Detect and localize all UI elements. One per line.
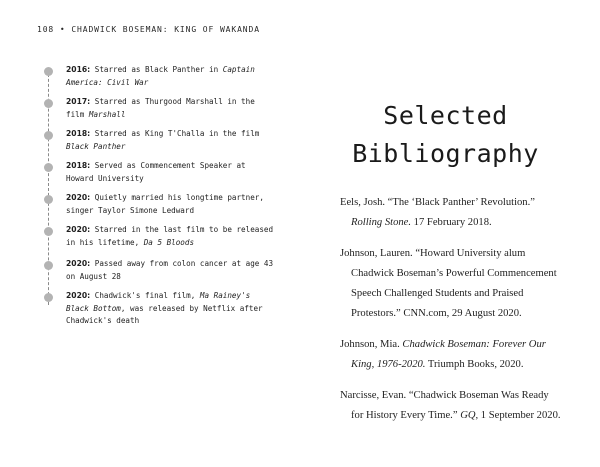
running-title: CHADWICK BOSEMAN: KING OF WAKANDA: [71, 25, 260, 34]
event-year: 2020:: [66, 193, 91, 202]
event-year: 2017:: [66, 97, 91, 106]
event-title: Captain America: Civil War: [66, 65, 255, 87]
event-year: 2020:: [66, 259, 91, 268]
bibliography-entry: [340, 335, 562, 375]
bibliography-list: [340, 193, 562, 437]
timeline-dot: [44, 67, 53, 76]
timeline-dot: [44, 227, 53, 236]
event-description: Chadwick's final film,: [94, 291, 196, 300]
timeline-dot: [44, 261, 53, 270]
timeline-event-text: [66, 192, 276, 217]
bibliography-heading: [318, 97, 573, 173]
timeline-event-text: [66, 290, 276, 328]
bibliography-entry: [340, 244, 562, 324]
entry-citation: Johnson, Mia.: [340, 339, 400, 350]
page-number: 108: [37, 25, 55, 34]
entry-publication: Chadwick Boseman: Forever Our King, 1976-2020.: [351, 339, 546, 370]
event-title: Marshall: [88, 109, 126, 119]
event-title: Da 5 Bloods: [143, 237, 195, 247]
event-description: Served as Commencement Speaker at Howard University: [66, 161, 246, 183]
timeline-dot: [44, 99, 53, 108]
entry-date: Triumph Books, 2020.: [425, 359, 524, 370]
event-description: Starred as Black Panther in: [94, 65, 219, 74]
entry-date: 17 February 2018.: [411, 217, 492, 228]
bibliography-entry: [340, 193, 562, 233]
timeline-dot: [44, 293, 53, 302]
heading-line-2: Bibliography: [352, 139, 539, 168]
event-year: 2018:: [66, 129, 91, 138]
event-description: Passed away from colon cancer at age 43 on August 28: [66, 259, 274, 281]
event-year: 2016:: [66, 65, 91, 74]
entry-publication: Rolling Stone.: [351, 217, 412, 228]
event-title: Ma Rainey's Black Bottom: [66, 291, 251, 313]
header-separator: •: [59, 25, 66, 34]
entry-citation: Eels, Josh. “The ‘Black Panther’ Revolution.”: [340, 197, 535, 208]
event-description: Starred as King T'Challa in the film: [94, 129, 260, 138]
timeline-event-text: [66, 128, 276, 153]
timeline-event-text: [66, 224, 276, 249]
timeline-event-text: [66, 258, 276, 283]
running-header: [37, 25, 260, 34]
bibliography-entry: [340, 386, 562, 426]
timeline-dot: [44, 163, 53, 172]
entry-citation: Johnson, Lauren. “Howard University alum Chadwick Boseman’s Powerful Commencement Speech Challenged Students and Praised Protestors.” CNN.com, 29 August 2020.: [340, 248, 557, 319]
timeline-event-text: [66, 64, 276, 89]
event-description: Starred as Thurgood Marshall in the film: [66, 97, 255, 119]
heading-line-1: Selected: [383, 101, 508, 130]
event-year: 2020:: [66, 291, 91, 300]
event-title: Black Panther: [66, 141, 126, 151]
entry-citation: Narcisse, Evan. “Chadwick Boseman Was Ready for History Every Time.”: [340, 390, 549, 421]
event-year: 2020:: [66, 225, 91, 234]
event-description: Starred in the last film to be released in his lifetime,: [66, 225, 274, 247]
timeline-event-text: [66, 96, 276, 121]
timeline: [32, 60, 274, 325]
event-year: 2018:: [66, 161, 91, 170]
timeline-event-text: [66, 160, 276, 185]
entry-date: 1 September 2020.: [478, 410, 561, 421]
timeline-dot: [44, 195, 53, 204]
event-description-end: , was released by Netflix after Chadwick's death: [66, 303, 263, 325]
timeline-dot: [44, 131, 53, 140]
entry-publication: GQ,: [460, 410, 479, 421]
event-description: Quietly married his longtime partner, singer Taylor Simone Ledward: [66, 193, 264, 215]
